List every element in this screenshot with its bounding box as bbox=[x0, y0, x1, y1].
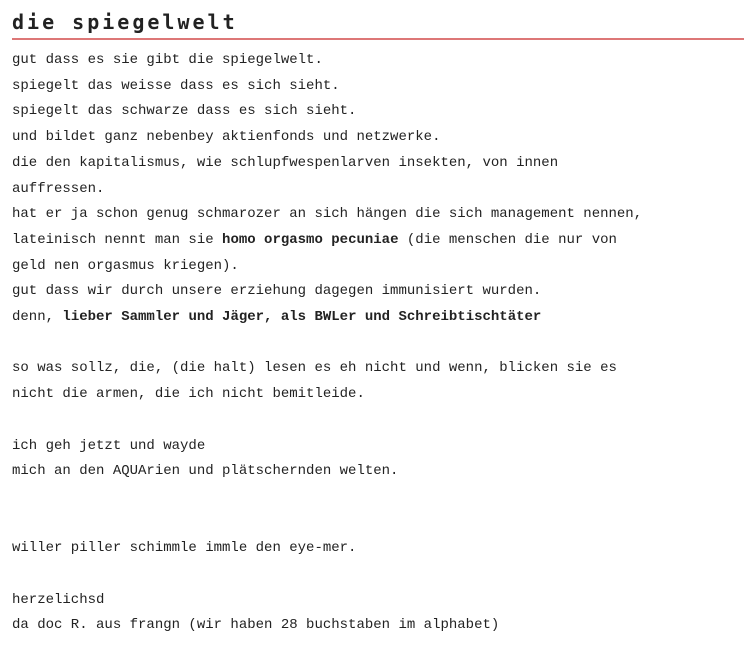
text-line: so was sollz, die, (die halt) lesen es eh nicht und wenn, blicken sie es bbox=[12, 360, 617, 377]
text-line bbox=[12, 408, 744, 434]
text-line: hat er ja schon genug schmarozer an sich hängen die sich management nennen, bbox=[12, 206, 643, 223]
text-line: geld nen orgasmus kriegen). bbox=[12, 257, 239, 274]
text-line: herzelichsd bbox=[12, 591, 105, 608]
page-title: die spiegelwelt bbox=[12, 10, 238, 34]
text-line: ich geh jetzt und wayde bbox=[12, 437, 206, 454]
text-line bbox=[12, 228, 744, 254]
poem-body bbox=[12, 48, 744, 639]
text-line: auffressen. bbox=[12, 180, 105, 197]
text-line: gut dass wir durch unsere erziehung dagegen immunisiert wurden. bbox=[12, 283, 542, 300]
text-segment: denn, bbox=[12, 309, 63, 326]
text-line: die den kapitalismus, wie schlupfwespenlarven insekten, von innen bbox=[12, 154, 559, 171]
text-line bbox=[12, 511, 744, 537]
bold-phrase: lieber Sammler und Jäger, als BWLer und Schreibtischtäter bbox=[62, 309, 542, 326]
bold-phrase: homo orgasmo pecuniae bbox=[222, 231, 399, 248]
text-line: spiegelt das weisse dass es sich sieht. bbox=[12, 77, 340, 94]
text-line: willer piller schimmle immle den eye-mer. bbox=[12, 540, 357, 557]
text-segment: lateinisch nennt man sie bbox=[12, 231, 223, 248]
document-page bbox=[12, 8, 744, 639]
text-line bbox=[12, 305, 744, 331]
text-line: mich an den AQUArien und plätschernden welten. bbox=[12, 463, 399, 480]
text-segment: (die menschen die nur von bbox=[398, 231, 617, 248]
text-line: und bildet ganz nebenbey aktienfonds und netzwerke. bbox=[12, 129, 441, 146]
text-line bbox=[12, 562, 744, 588]
text-line bbox=[12, 331, 744, 357]
title-block bbox=[12, 8, 744, 40]
text-line: spiegelt das schwarze dass es sich sieht. bbox=[12, 103, 357, 120]
text-line: nicht die armen, die ich nicht bemitleide. bbox=[12, 386, 365, 403]
text-line bbox=[12, 485, 744, 511]
text-line: da doc R. aus frangn (wir haben 28 buchstaben im alphabet) bbox=[12, 617, 500, 634]
text-line: gut dass es sie gibt die spiegelwelt. bbox=[12, 52, 323, 68]
